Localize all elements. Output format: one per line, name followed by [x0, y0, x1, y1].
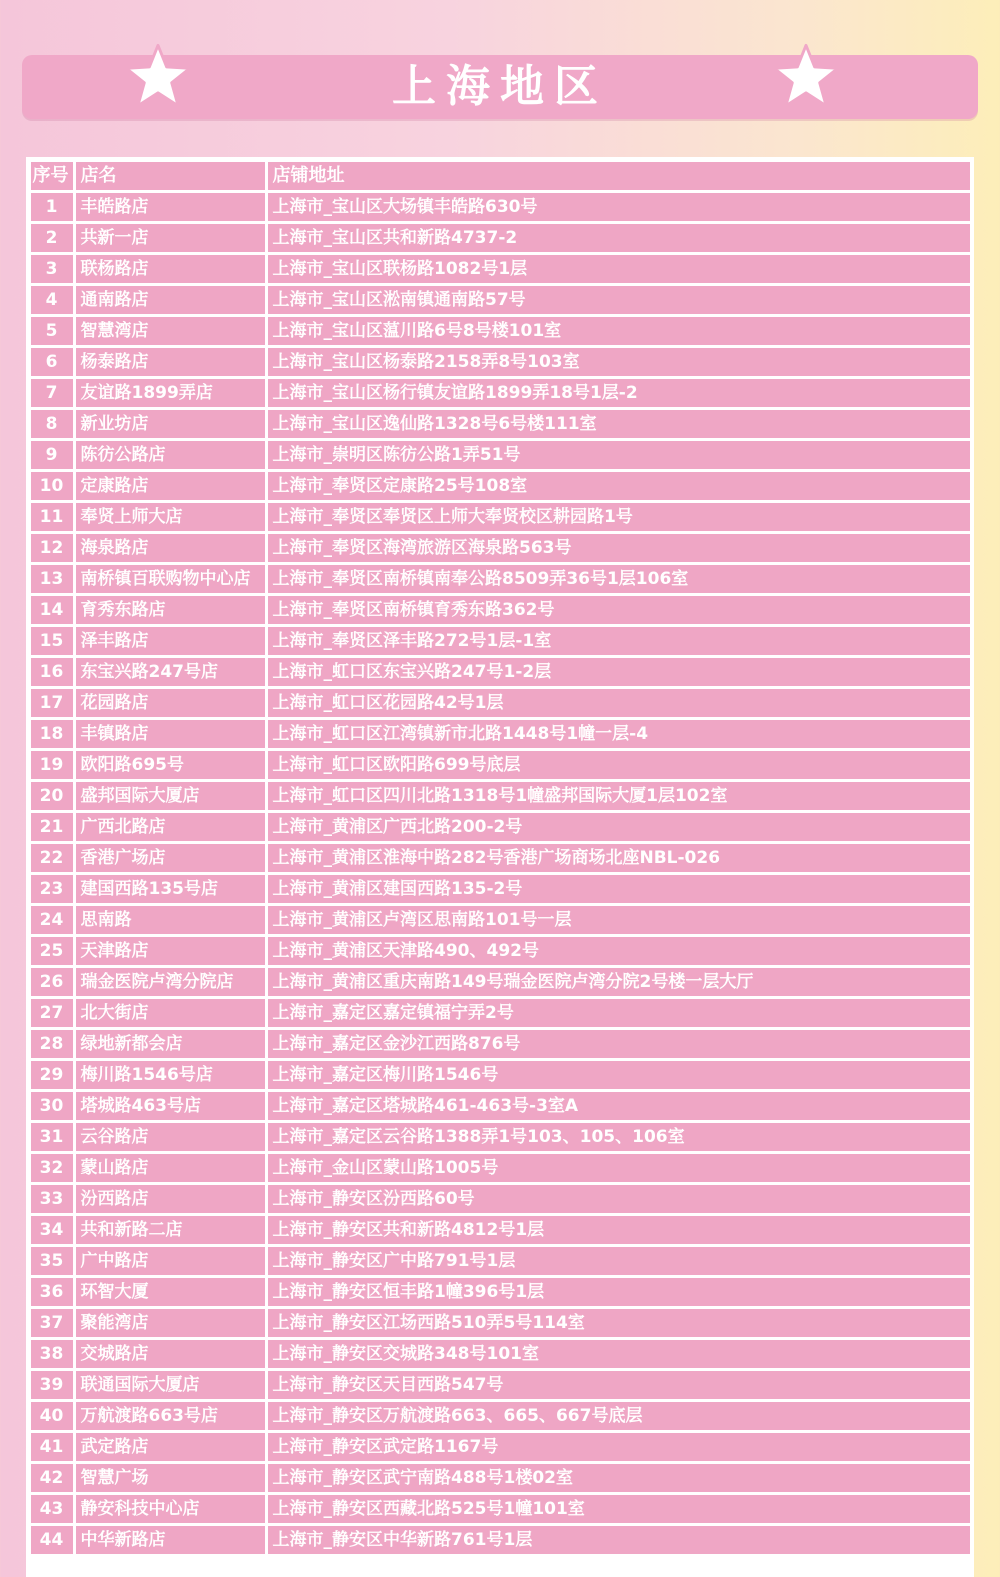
store-address: 上海市_虹口区江湾镇新市北路1448号1幢一层-4 — [268, 720, 970, 748]
store-name: 建国西路135号店 — [76, 875, 265, 903]
store-name: 泽丰路店 — [76, 627, 265, 655]
store-name: 联通国际大厦店 — [76, 1371, 265, 1399]
table-row — [29, 1276, 971, 1307]
header-store-address: 店铺地址 — [268, 162, 970, 190]
table-row — [29, 780, 971, 811]
store-address: 上海市_金山区蒙山路1005号 — [268, 1154, 970, 1182]
table-row — [29, 377, 971, 408]
table-row — [29, 1059, 971, 1090]
page-title: 上海地区 — [392, 61, 608, 112]
table-row — [29, 1524, 971, 1555]
table-row — [29, 687, 971, 718]
store-address: 上海市_奉贤区泽丰路272号1层-1室 — [268, 627, 970, 655]
store-address: 上海市_静安区交城路348号101室 — [268, 1340, 970, 1368]
store-address: 上海市_静安区天目西路547号 — [268, 1371, 970, 1399]
store-name: 静安科技中心店 — [76, 1495, 265, 1523]
store-address: 上海市_奉贤区定康路25号108室 — [268, 472, 970, 500]
store-address: 上海市_黄浦区重庆南路149号瑞金医院卢湾分院2号楼一层大厅 — [268, 968, 970, 996]
store-address: 上海市_宝山区杨行镇友谊路1899弄18号1层-2 — [268, 379, 970, 407]
row-index: 34 — [31, 1216, 73, 1244]
row-index: 42 — [31, 1464, 73, 1492]
table-row — [29, 1400, 971, 1431]
store-name: 共和新路二店 — [76, 1216, 265, 1244]
table-row — [29, 1431, 971, 1462]
store-name: 瑞金医院卢湾分院店 — [76, 968, 265, 996]
row-index: 20 — [31, 782, 73, 810]
store-name: 广中路店 — [76, 1247, 265, 1275]
star-icon — [770, 41, 842, 113]
store-address: 上海市_静安区汾西路60号 — [268, 1185, 970, 1213]
table-row — [29, 439, 971, 470]
store-address: 上海市_黄浦区建国西路135-2号 — [268, 875, 970, 903]
store-address: 上海市_静安区中华新路761号1层 — [268, 1526, 970, 1554]
table-row — [29, 625, 971, 656]
store-address: 上海市_静安区江场西路510弄5号114室 — [268, 1309, 970, 1337]
table-row — [29, 997, 971, 1028]
row-index: 36 — [31, 1278, 73, 1306]
table-row — [29, 191, 971, 222]
table-row — [29, 966, 971, 997]
store-address: 上海市_静安区共和新路4812号1层 — [268, 1216, 970, 1244]
row-index: 13 — [31, 565, 73, 593]
store-address: 上海市_嘉定区嘉定镇福宁弄2号 — [268, 999, 970, 1027]
header-index: 序号 — [31, 162, 73, 190]
store-name: 南桥镇百联购物中心店 — [76, 565, 265, 593]
store-name: 陈彷公路店 — [76, 441, 265, 469]
header-store-name: 店名 — [76, 162, 265, 190]
store-address: 上海市_宝山区联杨路1082号1层 — [268, 255, 970, 283]
store-name: 联杨路店 — [76, 255, 265, 283]
row-index: 21 — [31, 813, 73, 841]
store-name: 环智大厦 — [76, 1278, 265, 1306]
table-row — [29, 1121, 971, 1152]
store-address: 上海市_静安区广中路791号1层 — [268, 1247, 970, 1275]
store-address: 上海市_宝山区淞南镇通南路57号 — [268, 286, 970, 314]
row-index: 27 — [31, 999, 73, 1027]
store-address: 上海市_静安区武宁南路488号1楼02室 — [268, 1464, 970, 1492]
store-name: 通南路店 — [76, 286, 265, 314]
store-name: 汾西路店 — [76, 1185, 265, 1213]
store-address: 上海市_奉贤区奉贤区上师大奉贤校区耕园路1号 — [268, 503, 970, 531]
row-index: 9 — [31, 441, 73, 469]
table-row — [29, 873, 971, 904]
store-address: 上海市_嘉定区金沙江西路876号 — [268, 1030, 970, 1058]
table-row — [29, 1090, 971, 1121]
store-address: 上海市_嘉定区梅川路1546号 — [268, 1061, 970, 1089]
table-row — [29, 749, 971, 780]
store-name: 中华新路店 — [76, 1526, 265, 1554]
table-row — [29, 253, 971, 284]
row-index: 33 — [31, 1185, 73, 1213]
store-address: 上海市_虹口区东宝兴路247号1-2层 — [268, 658, 970, 686]
store-name: 丰皓路店 — [76, 193, 265, 221]
store-name: 交城路店 — [76, 1340, 265, 1368]
store-address: 上海市_黄浦区卢湾区思南路101号一层 — [268, 906, 970, 934]
row-index: 5 — [31, 317, 73, 345]
row-index: 1 — [31, 193, 73, 221]
store-address: 上海市_宝山区蕰川路6号8号楼101室 — [268, 317, 970, 345]
row-index: 24 — [31, 906, 73, 934]
store-name: 智慧湾店 — [76, 317, 265, 345]
table-row — [29, 1493, 971, 1524]
row-index: 41 — [31, 1433, 73, 1461]
store-name: 欧阳路695号 — [76, 751, 265, 779]
table-row — [29, 284, 971, 315]
row-index: 6 — [31, 348, 73, 376]
table-row — [29, 1369, 971, 1400]
table-row — [29, 904, 971, 935]
store-name: 聚能湾店 — [76, 1309, 265, 1337]
store-name: 杨泰路店 — [76, 348, 265, 376]
row-index: 35 — [31, 1247, 73, 1275]
table-row — [29, 222, 971, 253]
store-address: 上海市_虹口区花园路42号1层 — [268, 689, 970, 717]
row-index: 23 — [31, 875, 73, 903]
store-address: 上海市_宝山区杨泰路2158弄8号103室 — [268, 348, 970, 376]
row-index: 26 — [31, 968, 73, 996]
store-address: 上海市_嘉定区云谷路1388弄1号103、105、106室 — [268, 1123, 970, 1151]
store-table — [26, 157, 974, 1577]
store-address: 上海市_虹口区四川北路1318号1幢盛邦国际大厦1层102室 — [268, 782, 970, 810]
table-row — [29, 501, 971, 532]
row-index: 3 — [31, 255, 73, 283]
store-address: 上海市_黄浦区广西北路200-2号 — [268, 813, 970, 841]
store-address: 上海市_宝山区共和新路4737-2 — [268, 224, 970, 252]
table-row — [29, 1338, 971, 1369]
store-address: 上海市_宝山区逸仙路1328号6号楼111室 — [268, 410, 970, 438]
table-row — [29, 1307, 971, 1338]
row-index: 2 — [31, 224, 73, 252]
store-address: 上海市_黄浦区淮海中路282号香港广场商场北座NBL-026 — [268, 844, 970, 872]
store-address: 上海市_奉贤区海湾旅游区海泉路563号 — [268, 534, 970, 562]
store-name: 丰镇路店 — [76, 720, 265, 748]
table-row — [29, 408, 971, 439]
store-address: 上海市_崇明区陈彷公路1弄51号 — [268, 441, 970, 469]
row-index: 43 — [31, 1495, 73, 1523]
row-index: 22 — [31, 844, 73, 872]
store-address: 上海市_静安区万航渡路663、665、667号底层 — [268, 1402, 970, 1430]
row-index: 7 — [31, 379, 73, 407]
row-index: 39 — [31, 1371, 73, 1399]
table-header-row — [29, 160, 971, 191]
store-address: 上海市_宝山区大场镇丰皓路630号 — [268, 193, 970, 221]
row-index: 32 — [31, 1154, 73, 1182]
store-name: 智慧广场 — [76, 1464, 265, 1492]
store-table-body — [29, 160, 971, 1555]
row-index: 38 — [31, 1340, 73, 1368]
store-name: 奉贤上师大店 — [76, 503, 265, 531]
store-name: 绿地新都会店 — [76, 1030, 265, 1058]
store-name: 蒙山路店 — [76, 1154, 265, 1182]
row-index: 31 — [31, 1123, 73, 1151]
table-row — [29, 1214, 971, 1245]
row-index: 4 — [31, 286, 73, 314]
table-row — [29, 594, 971, 625]
row-index: 17 — [31, 689, 73, 717]
store-address: 上海市_静安区恒丰路1幢396号1层 — [268, 1278, 970, 1306]
table-row — [29, 1152, 971, 1183]
row-index: 18 — [31, 720, 73, 748]
table-row — [29, 470, 971, 501]
store-name: 海泉路店 — [76, 534, 265, 562]
table-row — [29, 656, 971, 687]
store-name: 天津路店 — [76, 937, 265, 965]
table-row — [29, 811, 971, 842]
store-address: 上海市_奉贤区南桥镇南奉公路8509弄36号1层106室 — [268, 565, 970, 593]
row-index: 44 — [31, 1526, 73, 1554]
row-index: 15 — [31, 627, 73, 655]
store-name: 定康路店 — [76, 472, 265, 500]
table-row — [29, 532, 971, 563]
store-address: 上海市_虹口区欧阳路699号底层 — [268, 751, 970, 779]
table-row — [29, 718, 971, 749]
row-index: 29 — [31, 1061, 73, 1089]
store-address: 上海市_奉贤区南桥镇育秀东路362号 — [268, 596, 970, 624]
store-name: 东宝兴路247号店 — [76, 658, 265, 686]
row-index: 14 — [31, 596, 73, 624]
row-index: 25 — [31, 937, 73, 965]
row-index: 16 — [31, 658, 73, 686]
row-index: 11 — [31, 503, 73, 531]
store-name: 武定路店 — [76, 1433, 265, 1461]
table-row — [29, 1183, 971, 1214]
store-address: 上海市_静安区武定路1167号 — [268, 1433, 970, 1461]
row-index: 28 — [31, 1030, 73, 1058]
title-banner — [22, 55, 978, 119]
table-row — [29, 315, 971, 346]
store-name: 香港广场店 — [76, 844, 265, 872]
store-name: 花园路店 — [76, 689, 265, 717]
row-index: 40 — [31, 1402, 73, 1430]
store-name: 万航渡路663号店 — [76, 1402, 265, 1430]
table-row — [29, 842, 971, 873]
row-index: 8 — [31, 410, 73, 438]
store-name: 广西北路店 — [76, 813, 265, 841]
store-address: 上海市_嘉定区塔城路461-463号-3室A — [268, 1092, 970, 1120]
table-row — [29, 935, 971, 966]
store-name: 思南路 — [76, 906, 265, 934]
row-index: 10 — [31, 472, 73, 500]
store-address: 上海市_静安区西藏北路525号1幢101室 — [268, 1495, 970, 1523]
row-index: 37 — [31, 1309, 73, 1337]
store-name: 云谷路店 — [76, 1123, 265, 1151]
store-address: 上海市_黄浦区天津路490、492号 — [268, 937, 970, 965]
table-row — [29, 1028, 971, 1059]
table-row — [29, 1462, 971, 1493]
table-row — [29, 1245, 971, 1276]
row-index: 12 — [31, 534, 73, 562]
store-name: 塔城路463号店 — [76, 1092, 265, 1120]
store-name: 友谊路1899弄店 — [76, 379, 265, 407]
store-name: 北大街店 — [76, 999, 265, 1027]
row-index: 19 — [31, 751, 73, 779]
row-index: 30 — [31, 1092, 73, 1120]
store-name: 共新一店 — [76, 224, 265, 252]
store-name: 育秀东路店 — [76, 596, 265, 624]
table-row — [29, 346, 971, 377]
store-name: 梅川路1546号店 — [76, 1061, 265, 1089]
table-row — [29, 563, 971, 594]
store-name: 盛邦国际大厦店 — [76, 782, 265, 810]
store-name: 新业坊店 — [76, 410, 265, 438]
